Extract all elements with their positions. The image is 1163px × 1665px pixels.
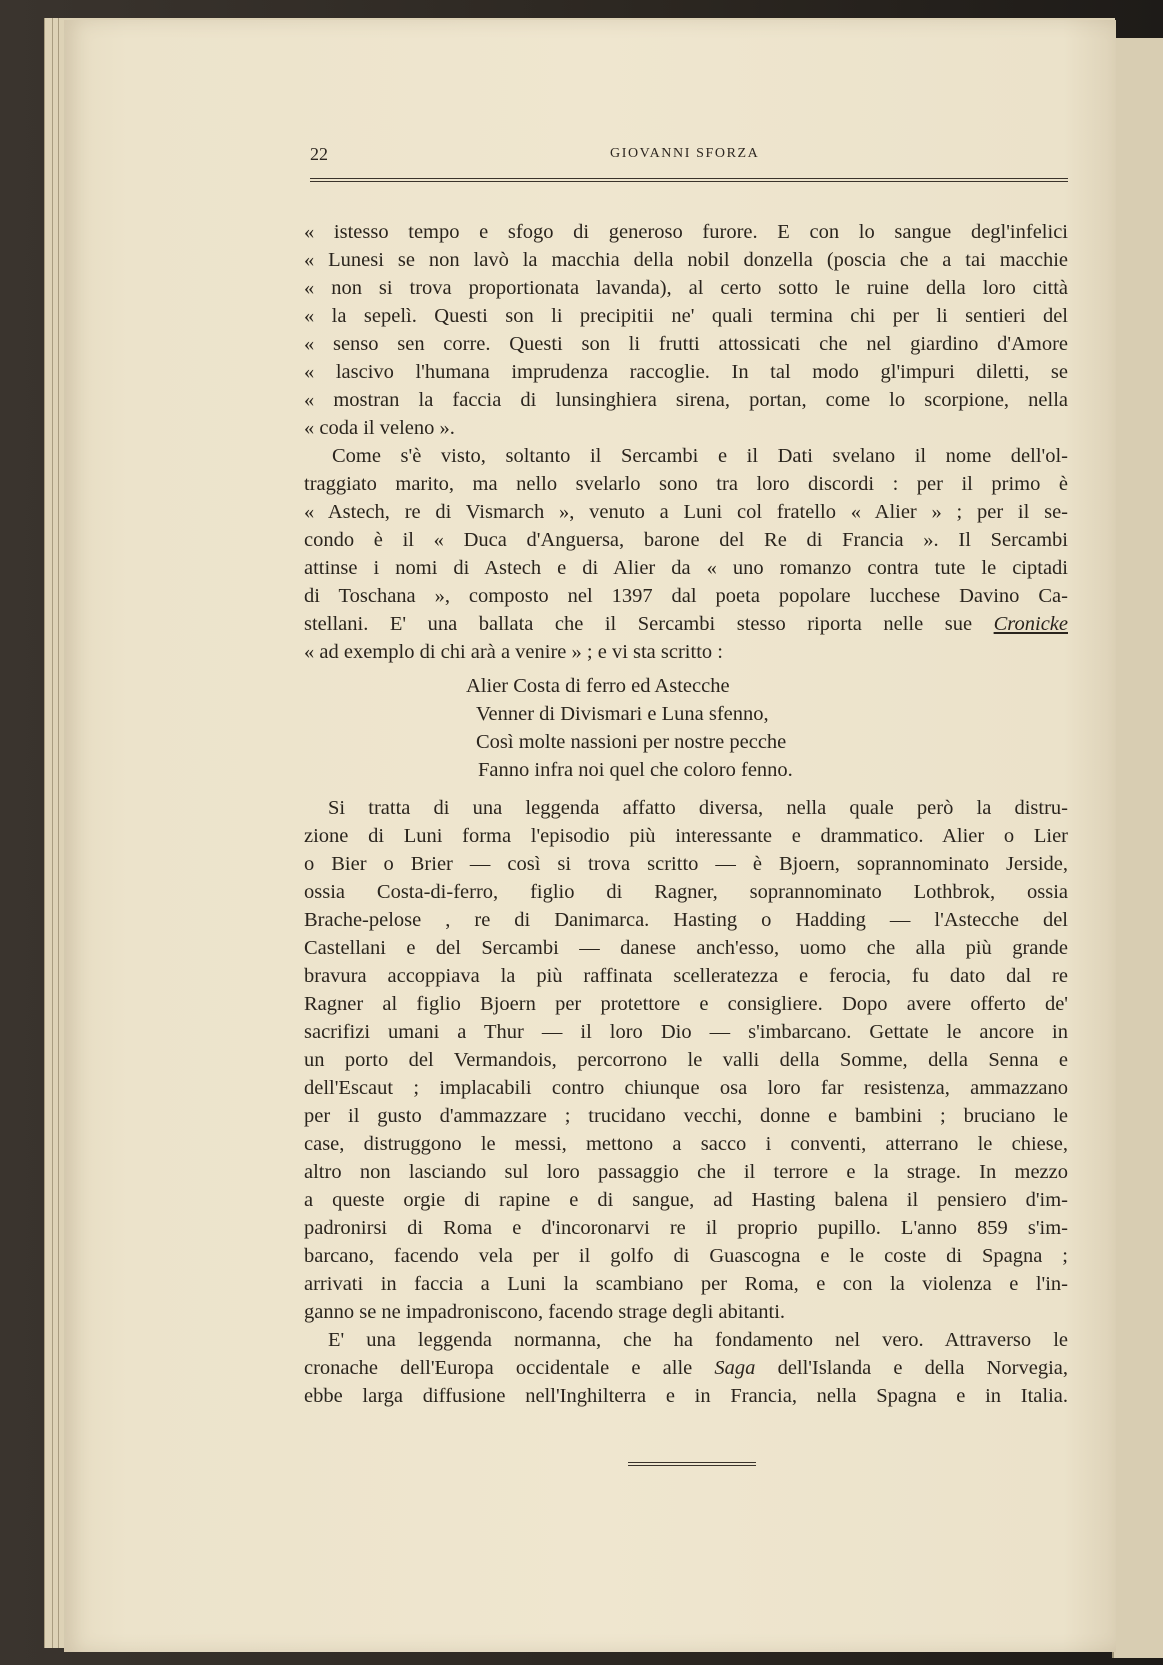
text-line: attinse i nomi di Astech e di Alier da « uno romanzo contra tute le ciptadi: [304, 557, 1068, 579]
paragraph: [304, 442, 1068, 666]
text-line: Come s'è visto, soltanto il Sercambi e il Dati svelano il nome dell'ol-: [332, 445, 1068, 467]
page-header: [310, 140, 1070, 170]
verse-line: Così molte nassioni per nostre pecche: [476, 731, 787, 753]
text-line: « non si trova proportionata lavanda), al certo sotto le ruine della loro città: [304, 277, 1068, 299]
text-line: dell'Escaut ; implacabili contro chiunque osa loro far resistenza, ammazzano: [304, 1077, 1068, 1099]
text-line: zione di Luni forma l'episodio più interessante e drammatico. Alier o Lier: [304, 825, 1068, 847]
text-line: « Lunesi se non lavò la macchia della nobil donzella (poscia che a tai macchie: [304, 249, 1068, 271]
paragraph: [304, 1326, 1068, 1410]
quote-block: [304, 218, 1068, 442]
verse-line: Alier Costa di ferro ed Astecche: [466, 675, 730, 697]
footer-rule: [628, 1462, 756, 1466]
page-number: 22: [310, 144, 328, 164]
verse-line: Fanno infra noi quel che coloro fenno.: [478, 759, 793, 781]
facing-page-edge: [1112, 38, 1163, 1658]
text-line: « Astech, re di Vismarch », venuto a Luni col fratello « Alier » ; per il se-: [304, 501, 1068, 523]
text-line: un porto del Vermandois, percorrono le valli della Somme, della Senna e: [304, 1049, 1068, 1071]
italic-title: Cronicke: [993, 613, 1068, 635]
text-line: altro non lasciando sul loro passaggio che il terrore e la strage. In mezzo: [304, 1161, 1068, 1183]
running-head: GIOVANNI SFORZA: [610, 146, 760, 161]
text-line: « lascivo l'humana imprudenza raccoglie. In tal modo gl'impuri diletti, se: [304, 361, 1068, 383]
text-line: o Bier o Brier — così si trova scritto — è Bjoern, soprannominato Jerside,: [304, 853, 1068, 875]
body-text: [304, 218, 1068, 1410]
text-line: [304, 1354, 1068, 1382]
text-line: « mostran la faccia di lunsinghiera sirena, portan, come lo scorpione, nella: [304, 389, 1068, 411]
header-rule: [310, 178, 1068, 182]
text-line: per il gusto d'ammazzare ; trucidano vecchi, donne e bambini ; bruciano le: [304, 1105, 1068, 1127]
text-line: « coda il veleno ».: [304, 417, 455, 439]
text-line: ebbe larga diffusione nell'Inghilterra e in Francia, nella Spagna e in Italia.: [304, 1385, 1068, 1407]
text-line: traggiato marito, ma nello svelarlo sono tra loro discordi : per il primo è: [304, 473, 1068, 495]
line-text: cronache dell'Europa occidentale e alle: [304, 1357, 693, 1379]
text-line: Ragner al figlio Bjoern per protettore e consigliere. Dopo avere offerto de': [304, 993, 1068, 1015]
text-line: « senso sen corre. Questi son li frutti attossicati che nel giardino d'Amore: [304, 333, 1068, 355]
text-line: E' una leggenda normanna, che ha fondamento nel vero. Attraverso le: [328, 1329, 1068, 1351]
line-text: dell'Islanda e della Norvegia,: [777, 1357, 1068, 1379]
text-line: [304, 610, 1068, 638]
text-line: Castellani e del Sercambi — danese anch'esso, uomo che alla più grande: [304, 937, 1068, 959]
paragraph: [304, 794, 1068, 1326]
text-line: ossia Costa-di-ferro, figlio di Ragner, soprannominato Lothbrok, ossia: [304, 881, 1068, 903]
text-line: a queste orgie di rapine e di sangue, ad Hasting balena il pensiero d'im-: [304, 1189, 1068, 1211]
text-line: Brache-pelose , re di Danimarca. Hasting o Hadding — l'Astecche del: [304, 909, 1068, 931]
text-line: condo è il « Duca d'Anguersa, barone del Re di Francia ». Il Sercambi: [304, 529, 1068, 551]
text-line: « istesso tempo e sfogo di generoso furore. E con lo sangue degl'infelici: [304, 221, 1068, 243]
italic-word: Saga: [714, 1357, 756, 1379]
verse-block: [304, 672, 1068, 784]
text-line: case, distruggono le messi, mettono a sacco i conventi, atterrano le chiese,: [304, 1133, 1068, 1155]
text-line: ganno se ne impadroniscono, facendo strage degli abitanti.: [304, 1301, 786, 1323]
text-line: « ad exemplo di chi arà a venire » ; e vi sta scritto :: [304, 641, 723, 663]
line-text: stellani. E' una ballata che il Sercambi stesso riporta nelle sue: [304, 613, 973, 635]
text-line: Si tratta di una leggenda affatto diversa, nella quale però la distru-: [328, 797, 1068, 819]
text-line: arrivati in faccia a Luni la scambiano per Roma, e con la violenza e l'in-: [304, 1273, 1068, 1295]
verse-line: Venner di Divismari e Luna sfenno,: [476, 703, 769, 725]
text-line: « la sepelì. Questi son li precipitii ne' quali termina chi per li sentieri del: [304, 305, 1068, 327]
text-line: bravura accoppiava la più raffinata scelleratezza e ferocia, fu dato dal re: [304, 965, 1068, 987]
text-line: sacrifizi umani a Thur — il loro Dio — s'imbarcano. Gettate le ancore in: [304, 1021, 1068, 1043]
text-line: padronirsi di Roma e d'incoronarvi re il proprio pupillo. L'anno 859 s'im-: [304, 1217, 1068, 1239]
text-line: barcano, facendo vela per il golfo di Guascogna e le coste di Spagna ;: [304, 1245, 1068, 1267]
text-line: di Toschana », composto nel 1397 dal poeta popolare lucchese Davino Ca-: [304, 585, 1068, 607]
